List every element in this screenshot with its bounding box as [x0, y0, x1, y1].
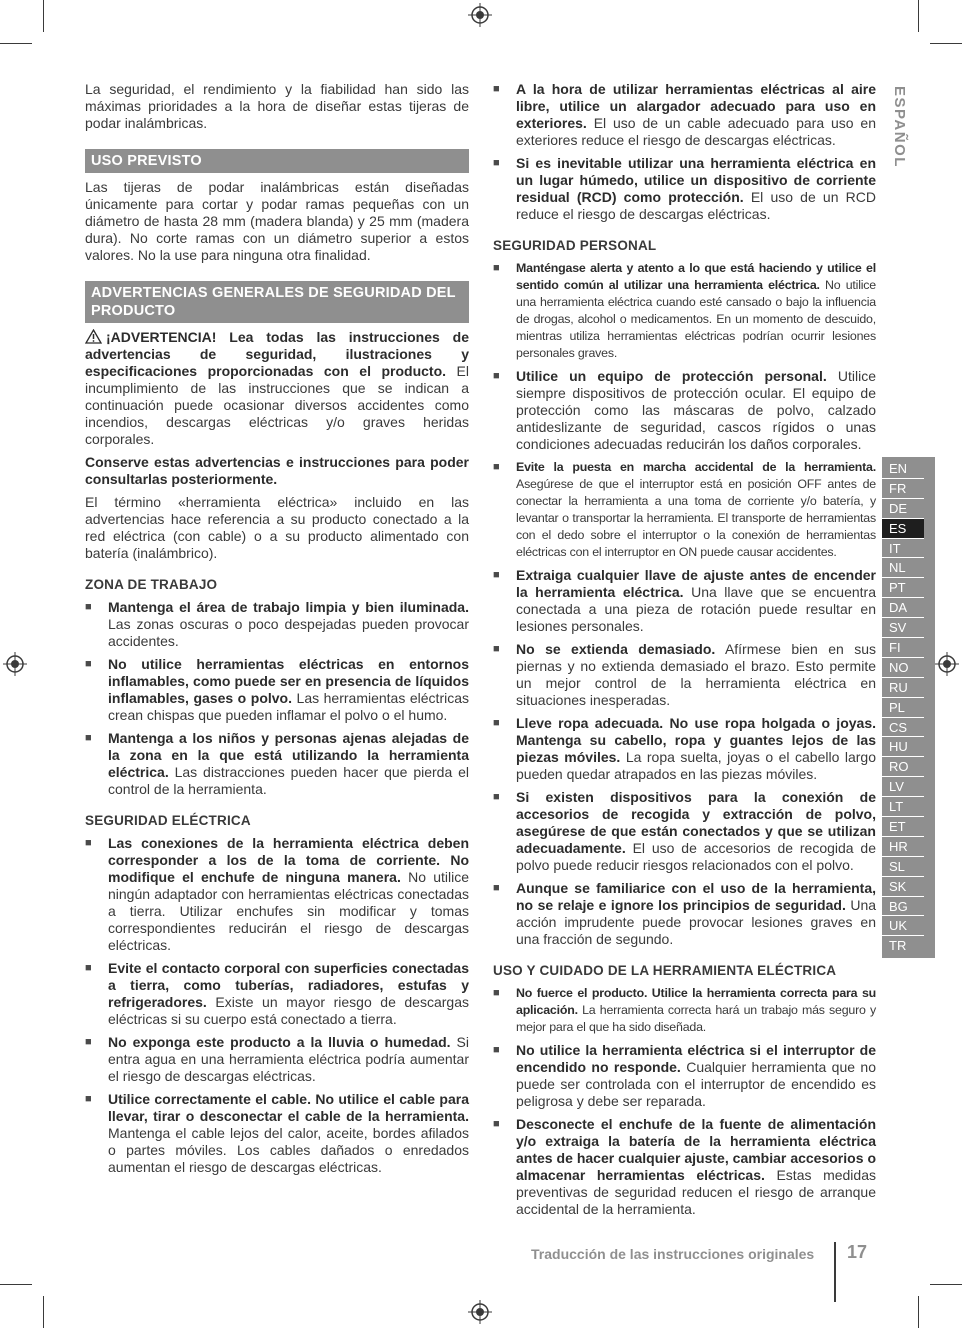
crop-mark: [918, 1296, 919, 1328]
lang-tab-bg: BG: [882, 897, 924, 917]
lang-tab-sk: SK: [882, 877, 924, 897]
list-item: ■ Extraiga cualquier llave de ajuste antes de encender la herramienta eléctrica. Una llave que se encuentra conectada a una pieza de rotación puede resultar en lesiones personales.: [493, 567, 876, 635]
section-heading-uso-previsto: USO PREVISTO: [85, 149, 469, 173]
intro-paragraph: La seguridad, el rendimiento y la fiabilidad han sido las máximas prioridades a la hora de diseñar estas tijeras de podar inalámbricas.: [85, 81, 469, 131]
lang-tab-hu: HU: [882, 737, 924, 757]
list-item: ■ Desconecte el enchufe de la fuente de alimentación y/o extraiga la batería de la herramienta eléctrica antes de hacer cualquier ajuste, cambiar accesorios o almacenar herramientas eléctricas. Estas medidas preventivas de seguridad reducen el riesgo de arranque accidental de la herramienta.: [493, 1116, 876, 1218]
warning-triangle-icon: [85, 329, 102, 344]
lang-tab-no: NO: [882, 658, 924, 678]
lang-tab-en: EN: [882, 459, 924, 479]
subheading-uso-cuidado: USO Y CUIDADO DE LA HERRAMIENTA ELÉCTRICA: [493, 963, 837, 978]
list-item: ■ Lleve ropa adecuada. No use ropa holgada o joyas. Mantenga su cabello, ropa y guantes lejos de las piezas móviles. La ropa suelta, joyas o el cabello largo pueden quedar atrapados en las piezas móviles.: [493, 715, 876, 783]
list-item: ■ Evite la puesta en marcha accidental de la herramienta. Asegúrese de que el interruptor está en posición OFF antes de conectar la herramienta a una toma de corriente y/o batería, y levantar o transportar la herramienta. El transporte de herramientas con el dedo sobre el interruptor o la conexión de herramientas eléctricas con el interruptor en ON puede causar accidentes.: [493, 459, 876, 561]
warning-text: El incumplimiento de las instrucciones que se indican a continuación puede ocasionar diversos accidentes como incendios, descargas eléctricas y/o graves heridas corporales.: [85, 363, 469, 447]
language-tabs: [882, 457, 935, 958]
list-item: ■ Aunque se familiarice con el uso de la herramienta, no se relaje e ignore los principios de seguridad. Una acción imprudente puede provocar lesiones graves en una fracción de segundo.: [493, 880, 876, 948]
list-item: ■ Utilice correctamente el cable. No utilice el cable para llevar, tirar o desconectar el cable de la herramienta. Mantenga el cable lejos del calor, aceite, bordes afilados o partes móviles. Los cables dañados o enredados aumentan el riesgo de descargas eléctricas.: [85, 1091, 469, 1176]
registration-mark-icon: [935, 652, 959, 676]
subheading-zona-trabajo: ZONA DE TRABAJO: [85, 577, 218, 592]
crop-mark: [0, 1284, 32, 1285]
crop-mark: [930, 1284, 962, 1285]
lang-tab-ru: RU: [882, 678, 924, 698]
left-column: [85, 81, 469, 1182]
list-item: ■ Evite el contacto corporal con superficies conectadas a tierra, como tuberías, radiadores, estufas y refrigeradores. Existe un mayor riesgo de descargas eléctricas si su cuerpo está conectado a tierra.: [85, 960, 469, 1028]
lang-tab-pl: PL: [882, 698, 924, 718]
list-item: ■ A la hora de utilizar herramientas eléctricas al aire libre, utilice un alargador adecuado para uso en exteriores. El uso de un cable adecuado para uso en exteriores reduce el riesgo de descargas eléctricas.: [493, 81, 876, 149]
lang-tab-ro: RO: [882, 757, 924, 777]
seguridad-electrica-list: [85, 835, 469, 1176]
list-item: ■ Mantenga a los niños y personas ajenas alejadas de la zona en la que está utilizando la herramienta eléctrica. Las distracciones pueden hacer que pierda el control de la herramienta.: [85, 730, 469, 798]
list-item: ■ No se extienda demasiado. Afírmese bien en sus piernas y no extienda demasiado el brazo. Esto permite un mejor control de la herramienta eléctrica en situaciones inesperadas.: [493, 641, 876, 709]
footer-text: Traducción de las instrucciones originales: [531, 1246, 815, 1262]
lang-tab-lt: LT: [882, 797, 924, 817]
subheading-seguridad-electrica: SEGURIDAD ELÉCTRICA: [85, 813, 251, 828]
crop-mark: [43, 0, 44, 32]
lang-tab-et: ET: [882, 817, 924, 837]
lang-tab-de: DE: [882, 499, 924, 519]
language-title: ESPAÑOL: [891, 86, 908, 168]
list-item: ■ Las conexiones de la herramienta eléctrica deben corresponder a los de la toma de corriente. No modifique el enchufe de ninguna manera. No utilice ningún adaptador con herramientas eléctricas conectadas a tierra. Utilizar enchufes sin modificar y tomas correspondientes reducirán el riesgo de descargas eléctricas.: [85, 835, 469, 954]
lang-tab-it: IT: [882, 539, 924, 559]
lang-tab-sv: SV: [882, 618, 924, 638]
seguridad-electrica-list-continued: [493, 81, 876, 223]
list-item: ■ No utilice la herramienta eléctrica si el interruptor de encendido no responde. Cualquier herramienta que no puede ser controlada con el interruptor de encendido es peligrosa y debe ser reparada.: [493, 1042, 876, 1110]
list-item: ■ No fuerce el producto. Utilice la herramienta correcta para su aplicación. La herramienta correcta hará un trabajo más seguro y mejor para el que ha sido diseñada.: [493, 985, 876, 1036]
list-item: ■ No exponga este producto a la lluvia o humedad. Si entra agua en una herramienta eléctrica podría aumentar el riesgo de descargas eléctricas.: [85, 1034, 469, 1085]
list-item: ■ Utilice un equipo de protección personal. Utilice siempre dispositivos de protección ocular. El equipo de protección como las máscaras de polvo, calzado antideslizante de seguridad, cascos rígidos o unas condiciones adecuadas reducirán los daños corporales.: [493, 368, 876, 453]
list-item: ■ Si es inevitable utilizar una herramienta eléctrica en un lugar húmedo, utilice un dispositivo de corriente residual (RCD) como protección. El uso de un RCD reduce el riesgo de descargas eléctricas.: [493, 155, 876, 223]
zona-trabajo-list: [85, 599, 469, 798]
right-column: [493, 81, 876, 1224]
lang-tab-pt: PT: [882, 578, 924, 598]
uso-cuidado-list: [493, 985, 876, 1218]
list-item: ■ No utilice herramientas eléctricas en entornos inflamables, como puede ser en presencia de líquidos inflamables, gases o polvo. Las herramientas eléctricas crean chispas que pueden inflamar el polvo o el humo.: [85, 656, 469, 724]
footer-divider: [834, 1242, 836, 1302]
lang-tab-es-active: ES: [882, 519, 924, 539]
registration-mark-icon: [3, 652, 27, 676]
page-number: 17: [847, 1242, 868, 1262]
list-item: ■ Manténgase alerta y atento a lo que está haciendo y utilice el sentido común al utilizar una herramienta eléctrica. No utilice una herramienta eléctrica cuando esté cansado o bajo la influencia de drogas, alcohol o medicamentos. En un momento de descuido, mientras utiliza herramientas eléctricas podrían ocurrir lesiones personales graves.: [493, 260, 876, 362]
warning-paragraph: [85, 329, 469, 448]
crop-mark: [918, 0, 919, 32]
lang-tab-tr: TR: [889, 938, 907, 954]
crop-mark: [930, 43, 962, 44]
subheading-seguridad-personal: SEGURIDAD PERSONAL: [493, 238, 657, 253]
lang-tab-fr: FR: [882, 479, 924, 499]
lang-tab-cs: CS: [882, 718, 924, 738]
registration-mark-icon: [468, 3, 492, 27]
seguridad-personal-list: [493, 260, 876, 948]
lang-tab-fi: FI: [882, 638, 924, 658]
lang-tab-uk: UK: [882, 916, 924, 936]
lang-tab-hr: HR: [882, 837, 924, 857]
crop-mark: [43, 1296, 44, 1328]
lang-tab-nl: NL: [882, 558, 924, 578]
lang-tab-lv: LV: [882, 777, 924, 797]
registration-mark-icon: [468, 1300, 492, 1324]
lang-tab-da: DA: [882, 598, 924, 618]
uso-previsto-text: Las tijeras de podar inalámbricas están diseñadas únicamente para cortar y podar ramas pequeñas con un diámetro de hasta 28 mm (madera blanda) y 25 mm (madera dura). No corte ramas con un diámetro superior a estos valores. No la use para ninguna otra finalidad.: [85, 179, 469, 263]
warning-bold: ¡ADVERTENCIA! Lea todas las instrucciones de advertencias de seguridad, ilustraciones y especificaciones proporcionadas con el producto.: [85, 329, 469, 379]
termino-paragraph: El término «herramienta eléctrica» incluido en las advertencias hace referencia a su producto conectado a la red eléctrica (con cable) o a su producto alimentado con batería (inalámbrico).: [85, 494, 469, 561]
lang-tab-sl: SL: [882, 857, 924, 877]
list-item: ■ Mantenga el área de trabajo limpia y bien iluminada. Las zonas oscuras o poco despejadas pueden provocar accidentes.: [85, 599, 469, 650]
section-heading-advertencias: ADVERTENCIAS GENERALES DE SEGURIDAD DEL PRODUCTO: [85, 281, 469, 323]
list-item: ■ Si existen dispositivos para la conexión de accesorios de recogida y extracción de polvo, asegúrese de que están conectados y que se utilizan adecuadamente. El uso de accesorios de recogida de polvo puede reducir riesgos relacionados con el polvo.: [493, 789, 876, 874]
crop-mark: [0, 43, 32, 44]
conserve-paragraph: Conserve estas advertencias e instrucciones para poder consultarlas posteriormente.: [85, 454, 469, 487]
